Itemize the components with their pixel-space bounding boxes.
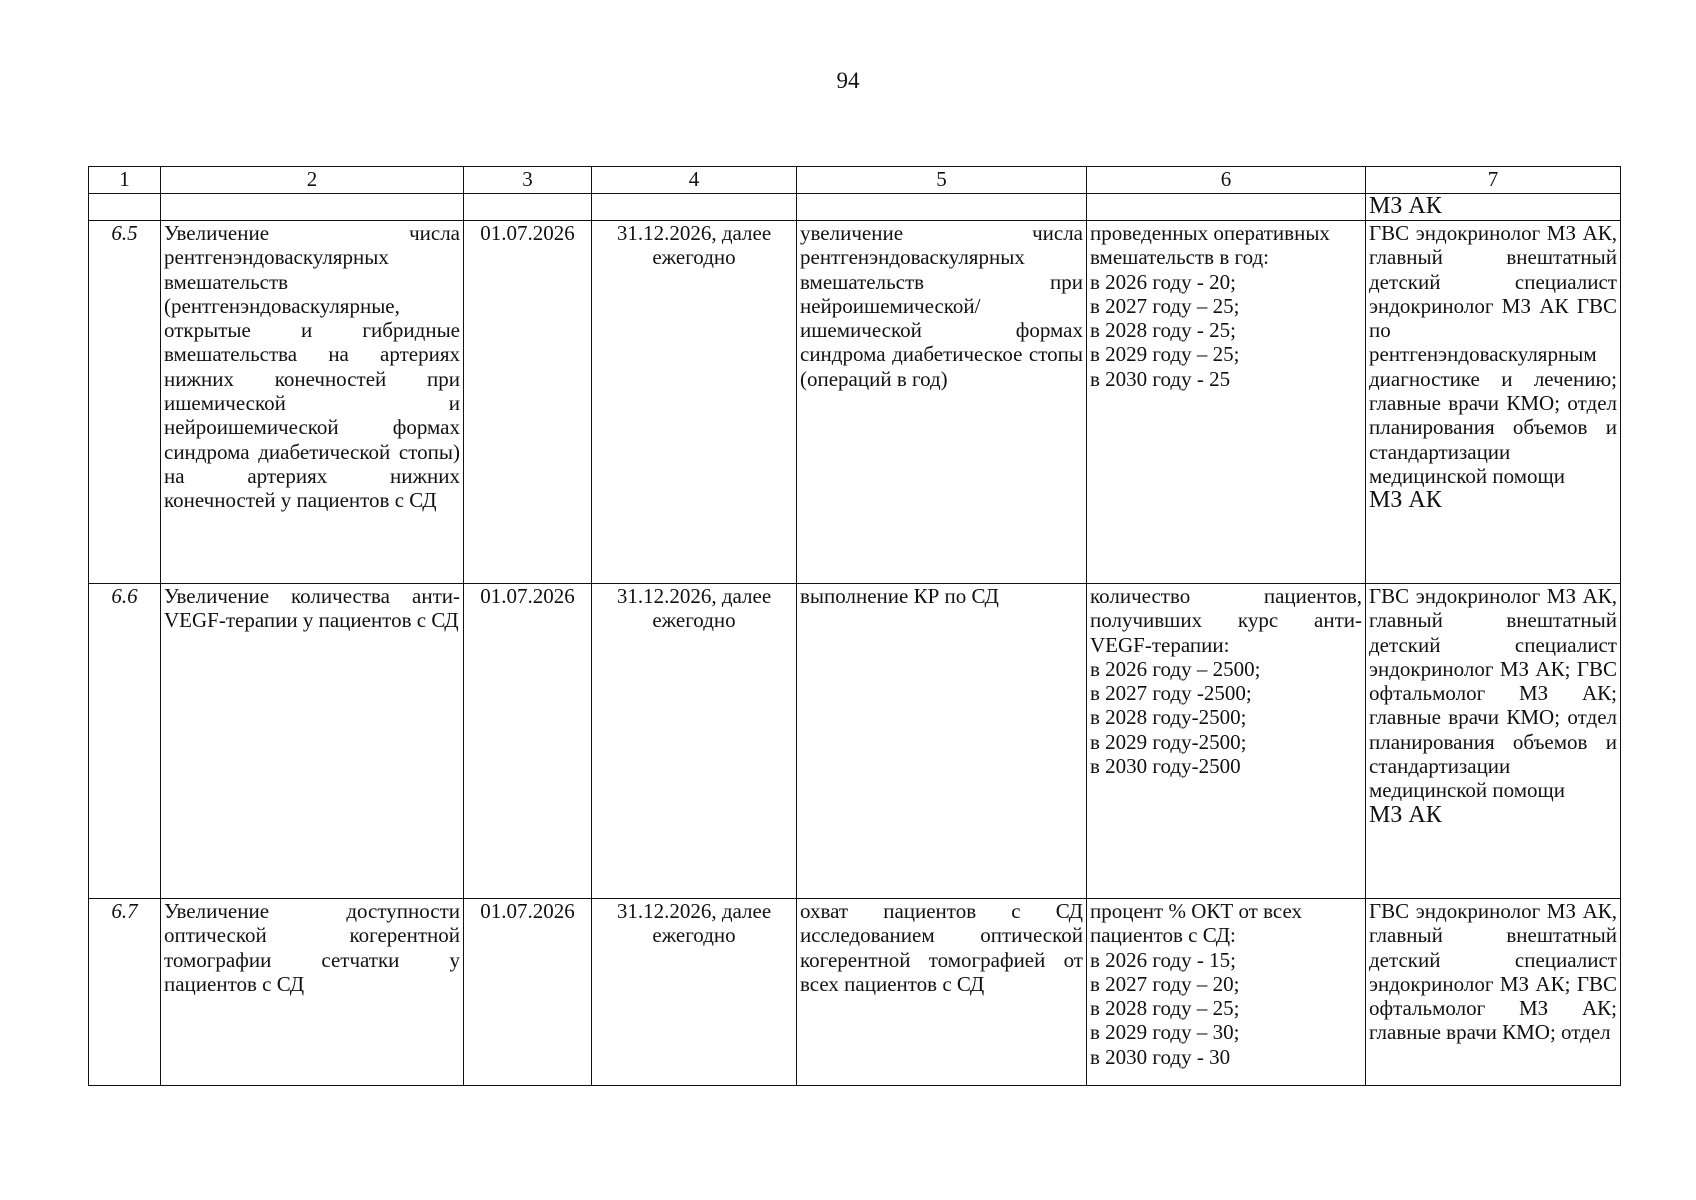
event-cell: Увеличение числа рентгенэндоваскулярных вмешательств (рентгенэндоваскулярные, открытые и гибридные вмешательства на артериях нижних конечностей при ишемической и нейроишемической формах синдрома диабетической стопы) на артериях нижних конечностей у пациентов с СД [161, 221, 464, 584]
end-date-cell: 31.12.2026, далее ежегодно [592, 899, 797, 1086]
row-number: 6.7 [89, 899, 161, 1086]
indicator-line: в 2026 году - 15; [1090, 947, 1236, 972]
indicator-cell [1087, 584, 1366, 899]
header-cell-1: 1 [89, 167, 161, 194]
responsible-cell [1366, 221, 1621, 584]
header-cell-5: 5 [797, 167, 1087, 194]
continuation-row [89, 194, 1621, 221]
indicator-line: в 2027 году – 20; [1090, 971, 1240, 996]
responsible-cell [1366, 584, 1621, 899]
responsible-text: ГВС эндокринолог МЗ АК, главный внештатный детский специалист эндокринолог МЗ АК; ГВС офтальмолог МЗ АК; главные врачи КМО; отдел планирования объемов и стандартизации медицинской помощи [1369, 584, 1617, 803]
header-cell-4: 4 [592, 167, 797, 194]
start-date-cell: 01.07.2026 [464, 221, 592, 584]
indicator-line: в 2029 году – 30; [1090, 1020, 1240, 1045]
indicator-line: в 2029 году – 25; [1090, 342, 1240, 367]
header-cell-3: 3 [464, 167, 592, 194]
header-cell-7: 7 [1366, 167, 1621, 194]
responsible-tail: МЗ АК [1369, 801, 1442, 828]
header-cell-2: 2 [161, 167, 464, 194]
indicator-line: в 2030 году - 30 [1090, 1044, 1231, 1069]
header-row [89, 167, 1621, 194]
result-cell: выполнение КР по СД [797, 584, 1087, 899]
responsible-text: ГВС эндокринолог МЗ АК, главный внештатный детский специалист эндокринолог МЗ АК; ГВС офтальмолог МЗ АК; главные врачи КМО; отдел [1369, 899, 1617, 1045]
responsible-text: ГВС эндокринолог МЗ АК, главный внештатный детский специалист эндокринолог МЗ АК ГВС по рентгенэндоваскулярным диагностике и лечению; главные врачи КМО; отдел планирования объемов и стандартизации медицинской помощи [1369, 221, 1617, 488]
end-date-cell: 31.12.2026, далее ежегодно [592, 584, 797, 899]
start-date-cell: 01.07.2026 [464, 584, 592, 899]
event-cell: Увеличение количества анти-VEGF-терапии у пациентов с СД [161, 584, 464, 899]
indicator-title: проведенных оперативных вмешательств в год: [1090, 221, 1330, 270]
table-row [89, 899, 1621, 1086]
indicator-line: в 2030 году - 25 [1090, 366, 1231, 391]
indicator-title: процент % ОКТ от всех пациентов с СД: [1090, 899, 1303, 948]
indicator-line: в 2026 году - 20; [1090, 269, 1236, 294]
table-row [89, 584, 1621, 899]
row-number: 6.5 [89, 221, 161, 584]
end-date-cell: 31.12.2026, далее ежегодно [592, 221, 797, 584]
page-number: 94 [836, 68, 860, 93]
start-date-cell: 01.07.2026 [464, 899, 592, 1086]
indicator-line: в 2030 году-2500 [1090, 754, 1241, 779]
responsible-continuation: МЗ АК [1369, 193, 1442, 219]
indicator-title: количество пациентов, получивших курс анти-VEGF-терапии: [1090, 584, 1362, 657]
responsible-cell [1366, 899, 1621, 1086]
result-cell: охват пациентов с СД исследованием оптической когерентной томографией от всех пациентов с СД [797, 899, 1087, 1086]
row-number: 6.6 [89, 584, 161, 899]
header-cell-6: 6 [1087, 167, 1366, 194]
event-cell: Увеличение доступности оптической когерентной томографии сетчатки у пациентов с СД [161, 899, 464, 1086]
indicator-line: в 2027 году – 25; [1090, 293, 1240, 318]
responsible-tail: МЗ АК [1369, 487, 1442, 514]
table-row [89, 221, 1621, 584]
indicator-line: в 2029 году-2500; [1090, 729, 1247, 754]
indicator-line: в 2026 году – 2500; [1090, 656, 1261, 681]
result-cell: увеличение числа рентгенэндоваскулярных вмешательств при нейроишемической/ишемической формах синдрома диабетическое стопы (операций в год) [797, 221, 1087, 584]
indicator-line: в 2028 году – 25; [1090, 996, 1240, 1021]
indicator-cell [1087, 899, 1366, 1086]
indicator-cell [1087, 221, 1366, 584]
measures-table [88, 166, 1621, 1086]
indicator-line: в 2027 году -2500; [1090, 681, 1252, 706]
indicator-line: в 2028 году-2500; [1090, 705, 1247, 730]
indicator-line: в 2028 году - 25; [1090, 318, 1236, 343]
